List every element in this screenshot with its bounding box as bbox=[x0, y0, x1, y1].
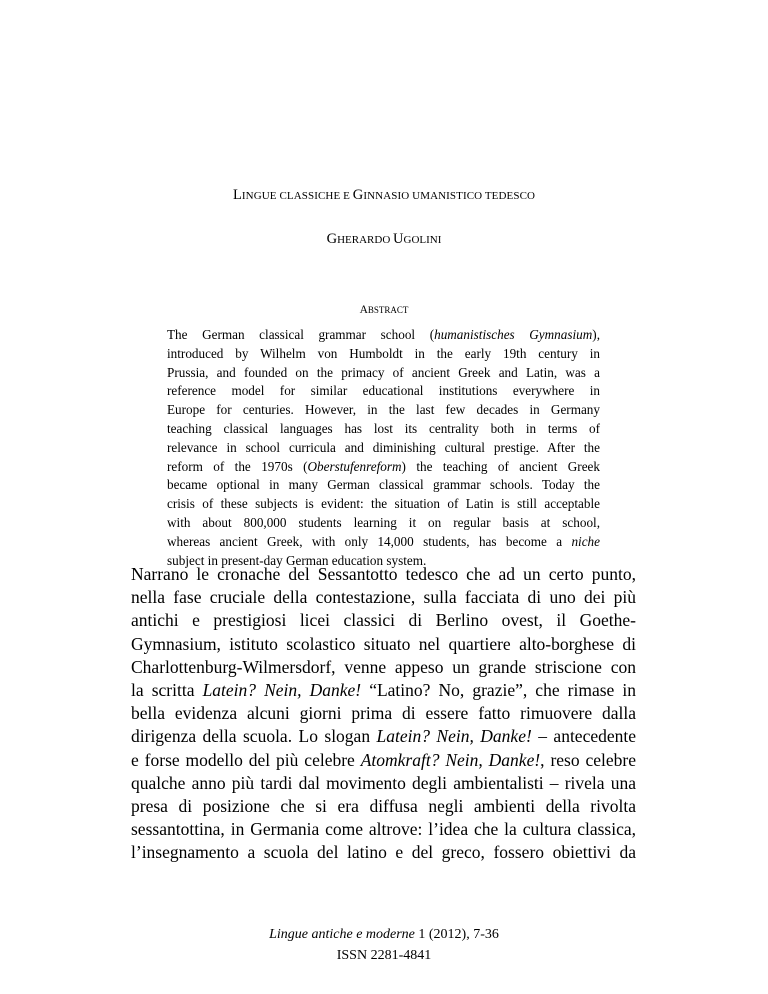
body-line: la scritta Latein? Nein, Danke! “Latino? No, grazie”, che rimase in bbox=[131, 680, 637, 701]
abstract-text bbox=[167, 326, 600, 570]
body-line: e forse modello del più celebre Atomkraft? Nein, Danke!, reso celebre bbox=[131, 749, 636, 770]
abstract-line: with about 800,000 students learning it on regular basis at school, bbox=[167, 514, 600, 530]
abstract-line: Europe for centuries. However, in the last few decades in Germany bbox=[167, 402, 600, 418]
paper-author: GHERARDO UGOLINI bbox=[326, 231, 442, 247]
abstract-line: The German classical grammar school (humanistisches Gymnasium), bbox=[167, 327, 600, 342]
abstract-line: reform of the 1970s (Oberstufenreform) the teaching of ancient Greek bbox=[167, 458, 600, 474]
title-part: GINNASIO UMANISTICO TEDESCO bbox=[352, 187, 536, 203]
body-line: dirigenza della scuola. Lo slogan Latein? Nein, Danke! – antecedente bbox=[131, 726, 636, 747]
abstract-line: whereas ancient Greek, with only 14,000 students, has become a niche bbox=[167, 533, 600, 549]
body-line: bella evidenza alcuni giorni prima di essere fatto rimuovere dalla bbox=[131, 703, 636, 724]
body-line: Narrano le cronache del Sessantotto tedesco che ad un certo punto, bbox=[131, 564, 636, 584]
abstract-line: teaching classical languages has lost its centrality both in terms of bbox=[167, 420, 600, 436]
body-paragraph bbox=[131, 563, 636, 865]
body-line: Charlottenburg-Wilmersdorf, venne appeso un grande striscione con bbox=[131, 656, 636, 677]
body-line: antichi e prestigiosi licei classici di Berlino ovest, il Goethe- bbox=[131, 610, 636, 631]
abstract-line: relevance in school curricula and diminishing cultural prestige. After the bbox=[167, 439, 600, 455]
title-part: LINGUE CLASSICHE E bbox=[232, 187, 353, 203]
abstract-line: Prussia, and founded on the primacy of ancient Greek and Latin, was a bbox=[167, 364, 600, 380]
abstract-line: subject in present-day German education system. bbox=[167, 552, 427, 568]
body-line: Gymnasium, istituto scolastico situato nel quartiere alto-borghese di bbox=[131, 633, 636, 654]
abstract-heading: ABSTRACT bbox=[359, 304, 409, 316]
body-line: l’insegnamento a scuola del latino e del greco, fossero obiettivi da bbox=[131, 842, 636, 863]
journal-citation: Lingue antiche e moderne 1 (2012), 7-36 bbox=[269, 927, 499, 942]
body-line: qualche anno più tardi dal movimento degli ambientalisti – rivela una bbox=[131, 772, 636, 793]
body-line: sessantottina, in Germania come altrove: l’idea che la cultura classica, bbox=[131, 819, 636, 840]
body-line: nella fase cruciale della contestazione, sulla facciata di uno dei più bbox=[131, 587, 636, 608]
paper-title bbox=[0, 187, 768, 204]
page-footer bbox=[0, 924, 768, 966]
issn: ISSN 2281-4841 bbox=[336, 948, 432, 963]
abstract-line: crisis of these subjects is evident: the situation of Latin is still acceptable bbox=[167, 496, 600, 512]
body-line: presa di posizione che si era diffusa negli ambienti della rivolta bbox=[131, 796, 636, 817]
abstract-line: introduced by Wilhelm von Humboldt in the early 19th century in bbox=[167, 345, 600, 361]
abstract-line: reference model for similar educational institutions everywhere in bbox=[167, 383, 600, 399]
abstract-line: became optional in many German classical grammar schools. Today the bbox=[167, 477, 600, 493]
